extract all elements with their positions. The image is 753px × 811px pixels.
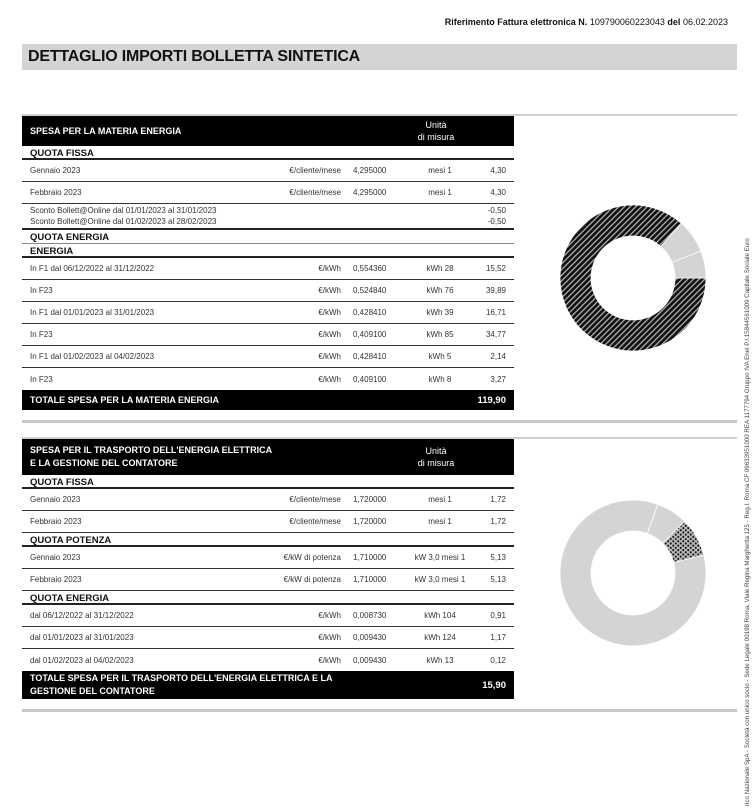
row-quantity: kWh 39 bbox=[426, 308, 454, 317]
unit-header-line1: Unità bbox=[425, 120, 447, 130]
row-unit-price: 0,428410 bbox=[353, 308, 387, 317]
row-unit-price: 1,710000 bbox=[353, 553, 387, 562]
section-title: SPESA PER LA MATERIA ENERGIA bbox=[30, 125, 182, 136]
row-unit: €/kWh bbox=[318, 286, 341, 295]
row-unit: €/kWh bbox=[318, 633, 341, 642]
unit-header bbox=[396, 445, 476, 469]
row-amount: 4,30 bbox=[490, 166, 506, 175]
row-description: Gennaio 2023 bbox=[30, 495, 81, 504]
row-amount: 16,71 bbox=[485, 308, 506, 317]
row-description: In F23 bbox=[30, 286, 53, 295]
donut-chart bbox=[522, 116, 737, 418]
legal-footer bbox=[741, 146, 751, 806]
table-row bbox=[22, 489, 514, 511]
row-unit: €/kWh bbox=[318, 308, 341, 317]
row-amount: 0,91 bbox=[490, 611, 506, 620]
row-amount: 1,17 bbox=[490, 633, 506, 642]
discount-amount: -0,50 bbox=[487, 217, 506, 226]
row-quantity: kWh 124 bbox=[424, 633, 456, 642]
row-unit-price: 1,720000 bbox=[353, 495, 387, 504]
row-amount: 2,14 bbox=[490, 352, 506, 361]
row-unit-price: 0,009430 bbox=[353, 655, 387, 665]
unit-header-line2: di misura bbox=[417, 458, 455, 468]
discount-amount: -0,50 bbox=[487, 206, 506, 215]
chart-trasporto bbox=[522, 439, 737, 707]
row-unit: €/kW di potenza bbox=[283, 575, 341, 584]
row-description: In F1 dal 01/02/2023 al 04/02/2023 bbox=[30, 352, 155, 361]
row-amount: 5,13 bbox=[490, 575, 506, 584]
subheading-quota-potenza: QUOTA POTENZA bbox=[22, 533, 514, 547]
table-row bbox=[22, 368, 514, 390]
row-description: dal 01/01/2023 al 31/01/2023 bbox=[30, 633, 134, 642]
reference-number: 109790060223043 bbox=[589, 17, 665, 27]
row-quantity: kWh 8 bbox=[428, 374, 452, 384]
row-quantity: mesi 1 bbox=[428, 495, 452, 504]
row-unit: €/cliente/mese bbox=[289, 166, 341, 175]
row-amount: 39,89 bbox=[485, 286, 506, 295]
table-row bbox=[22, 346, 514, 368]
row-unit: €/kW di potenza bbox=[283, 553, 341, 562]
row-unit-price: 0,008730 bbox=[353, 611, 387, 620]
page-title-bar bbox=[22, 44, 737, 70]
row-amount: 1,72 bbox=[490, 517, 506, 526]
row-unit: €/kWh bbox=[318, 374, 341, 384]
page-title: DETTAGLIO IMPORTI BOLLETTA SINTETICA bbox=[28, 48, 361, 65]
subheading-quota-energia: QUOTA ENERGIA bbox=[22, 591, 514, 605]
row-unit-price: 0,409100 bbox=[353, 374, 387, 384]
discount-description: Sconto Bollett@Online dal 01/01/2023 al 31/01/2023 bbox=[30, 206, 217, 215]
unit-header-line1: Unità bbox=[425, 446, 447, 456]
row-description: In F1 dal 06/12/2022 al 31/12/2022 bbox=[30, 264, 155, 273]
row-quantity: mesi 1 bbox=[428, 188, 452, 197]
row-quantity: mesi 1 bbox=[428, 166, 452, 175]
divider bbox=[22, 709, 737, 712]
row-description: Gennaio 2023 bbox=[30, 553, 81, 562]
subheading-energia: ENERGIA bbox=[22, 244, 514, 258]
row-unit-price: 1,720000 bbox=[353, 517, 387, 526]
row-unit: €/kWh bbox=[318, 655, 341, 665]
table-row bbox=[22, 627, 514, 649]
discount-row bbox=[22, 205, 514, 216]
row-description: In F23 bbox=[30, 374, 53, 384]
total-amount: 119,90 bbox=[477, 394, 506, 406]
row-unit: €/cliente/mese bbox=[289, 517, 341, 526]
row-quantity: kWh 104 bbox=[424, 611, 456, 620]
section-header bbox=[22, 116, 514, 146]
row-unit: €/cliente/mese bbox=[289, 188, 341, 197]
row-amount: 5,13 bbox=[490, 553, 506, 562]
materia-energia-table bbox=[22, 116, 514, 410]
row-unit: €/kWh bbox=[318, 330, 341, 339]
row-unit-price: 1,710000 bbox=[353, 575, 387, 584]
row-unit-price: 0,409100 bbox=[353, 330, 387, 339]
discount-row bbox=[22, 216, 514, 227]
donut-chart bbox=[522, 439, 737, 707]
row-unit-price: 0,524840 bbox=[353, 286, 387, 295]
row-amount: 3,27 bbox=[490, 374, 506, 384]
table-row bbox=[22, 547, 514, 569]
legal-text: rico Nazionale SpA - Società con unico socio - Sede Legale 00198 Roma, Viale Regina Margherita 125 - Reg.I. Roma CF 09633951000 REA 1177794 Gruppo IVA Enel P.I.15844561009 Capitale Sociale Euro bbox=[744, 238, 751, 806]
row-unit-price: 0,428410 bbox=[353, 352, 387, 361]
row-description: Febbraio 2023 bbox=[30, 517, 82, 526]
row-quantity: kWh 13 bbox=[426, 655, 454, 665]
subheading-quota-energia: QUOTA ENERGIA bbox=[22, 230, 514, 244]
row-unit-price: 0,009430 bbox=[353, 633, 387, 642]
discount-list bbox=[22, 204, 514, 230]
row-quantity: kW 3,0 mesi 1 bbox=[414, 575, 466, 584]
row-amount: 0,12 bbox=[490, 655, 506, 665]
row-description: Febbraio 2023 bbox=[30, 575, 82, 584]
table-row bbox=[22, 511, 514, 533]
row-quantity: mesi 1 bbox=[428, 517, 452, 526]
table-row bbox=[22, 324, 514, 346]
table-row bbox=[22, 258, 514, 280]
row-amount: 15,52 bbox=[485, 264, 506, 273]
total-amount: 15,90 bbox=[482, 679, 506, 691]
row-unit: €/kWh bbox=[318, 264, 341, 273]
unit-header bbox=[396, 119, 476, 143]
reference-date: 06.02.2023 bbox=[682, 17, 728, 27]
section-title: SPESA PER IL TRASPORTO DELL'ENERGIA ELETTRICA E LA GESTIONE DEL CONTATORE bbox=[30, 445, 272, 468]
row-description: Gennaio 2023 bbox=[30, 166, 81, 175]
reference-del: del bbox=[667, 17, 681, 27]
total-label: TOTALE SPESA PER LA MATERIA ENERGIA bbox=[30, 394, 220, 405]
row-description: In F23 bbox=[30, 330, 53, 339]
trasporto-table bbox=[22, 439, 514, 699]
row-description: Febbraio 2023 bbox=[30, 188, 82, 197]
row-amount: 1,72 bbox=[490, 495, 506, 504]
row-unit-price: 4,295000 bbox=[353, 188, 387, 197]
row-unit: €/kWh bbox=[318, 352, 341, 361]
table-row bbox=[22, 302, 514, 324]
row-quantity: kWh 76 bbox=[426, 286, 454, 295]
row-amount: 34,77 bbox=[485, 330, 506, 339]
row-quantity: kWh 85 bbox=[426, 330, 454, 339]
total-label: TOTALE SPESA PER IL TRASPORTO DELL'ENERGIA ELETTRICA E LA GESTIONE DEL CONTATORE bbox=[30, 673, 333, 696]
row-amount: 4,30 bbox=[490, 188, 506, 197]
table-row bbox=[22, 605, 514, 627]
discount-description: Sconto Bollett@Online dal 01/02/2023 al 28/02/2023 bbox=[30, 217, 217, 226]
total-row bbox=[22, 390, 514, 410]
row-unit-price: 4,295000 bbox=[353, 166, 387, 175]
invoice-reference bbox=[445, 17, 728, 27]
section-header bbox=[22, 439, 514, 475]
row-unit: €/kWh bbox=[318, 611, 341, 620]
row-unit-price: 0,554360 bbox=[353, 264, 387, 273]
divider bbox=[22, 420, 737, 423]
row-description: dal 01/02/2023 al 04/02/2023 bbox=[30, 655, 134, 665]
row-description: dal 06/12/2022 al 31/12/2022 bbox=[30, 611, 134, 620]
subheading-quota-fissa: QUOTA FISSA bbox=[22, 146, 514, 160]
row-description: In F1 dal 01/01/2023 al 31/01/2023 bbox=[30, 308, 155, 317]
table-row bbox=[22, 569, 514, 591]
row-unit: €/cliente/mese bbox=[289, 495, 341, 504]
table-row bbox=[22, 649, 514, 671]
total-row bbox=[22, 671, 514, 699]
table-row bbox=[22, 182, 514, 204]
chart-materia-energia bbox=[522, 116, 737, 418]
reference-label: Riferimento Fattura elettronica N. bbox=[444, 17, 588, 27]
table-row bbox=[22, 160, 514, 182]
unit-header-line2: di misura bbox=[417, 132, 455, 142]
row-quantity: kWh 5 bbox=[428, 352, 452, 361]
subheading-quota-fissa: QUOTA FISSA bbox=[22, 475, 514, 489]
table-row bbox=[22, 280, 514, 302]
row-quantity: kW 3,0 mesi 1 bbox=[414, 553, 466, 562]
row-quantity: kWh 28 bbox=[426, 264, 454, 273]
